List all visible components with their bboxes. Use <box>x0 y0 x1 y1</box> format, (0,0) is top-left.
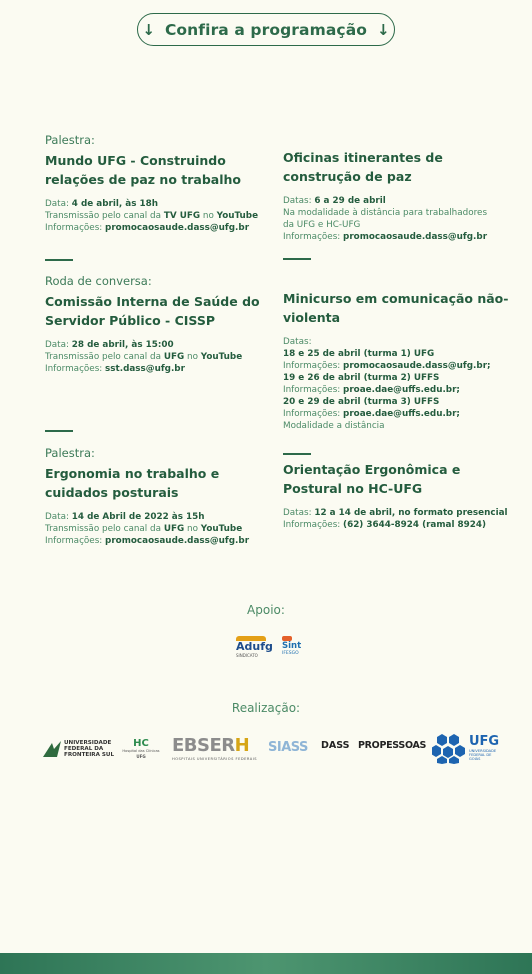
arrow-down-icon: ↓ <box>142 20 155 39</box>
sint-ifesgo-logo: Sint IFESGO <box>282 636 301 657</box>
info-label: Data: <box>45 512 72 522</box>
event-info <box>45 511 285 547</box>
info-line <box>45 210 285 222</box>
event-info <box>45 339 285 375</box>
email-link[interactable]: promocaosaude.dass@ufg.br <box>105 223 250 233</box>
info-value: 19 e 26 de abril (turma 2) UFFS <box>283 373 440 383</box>
info-label: Data: <box>45 199 72 209</box>
divider <box>283 453 311 455</box>
programacao-pill[interactable] <box>137 13 395 46</box>
info-label: Datas: <box>283 508 315 518</box>
info-value: YouTube <box>200 352 243 362</box>
info-label: Informações: <box>283 409 344 419</box>
dass-logo: DASS <box>321 740 350 751</box>
info-value: UFG <box>163 524 185 534</box>
email-link[interactable]: proae.dae@uffs.edu.br; <box>343 385 460 395</box>
info-label: Data: <box>45 340 72 350</box>
arrow-down-icon: ↓ <box>377 20 390 39</box>
info-line <box>283 519 523 531</box>
event-title: Ergonomia no trabalho e cuidados posturais <box>45 466 220 500</box>
info-value: YouTube <box>200 524 243 534</box>
info-line <box>45 535 285 547</box>
info-value: 20 e 29 de abril (turma 3) UFFS <box>283 397 440 407</box>
event-mundo-ufg <box>45 133 285 234</box>
email-link[interactable]: proae.dae@uffs.edu.br; <box>343 409 460 419</box>
footer-bar <box>0 953 532 974</box>
info-label: da UFG e HC-UFG <box>283 220 361 230</box>
info-value: 18 e 25 de abril (turma 1) UFG <box>283 349 435 359</box>
event-oficinas <box>283 148 523 243</box>
info-line <box>283 396 523 408</box>
event-title: Comissão Interna de Saúde do Servidor Público - CISSP <box>45 294 260 328</box>
event-minicurso <box>283 289 523 432</box>
info-label: no <box>184 524 201 534</box>
info-line <box>283 408 523 420</box>
info-label: no <box>200 211 217 221</box>
event-ergonomia <box>45 446 285 547</box>
info-label: Informações: <box>283 361 344 371</box>
info-line <box>45 523 285 535</box>
info-line <box>283 360 523 372</box>
info-value: (62) 3644-8924 (ramal 8924) <box>343 520 487 530</box>
info-line <box>283 372 523 384</box>
event-cissp <box>45 274 285 375</box>
programacao-title: Confira a programação <box>164 20 368 39</box>
info-label: Transmissão pelo canal da <box>45 211 164 221</box>
email-link[interactable]: promocaosaude.dass@ufg.br; <box>343 361 491 371</box>
info-line <box>283 336 523 348</box>
info-line <box>283 219 523 231</box>
email-link[interactable]: promocaosaude.dass@ufg.br <box>105 536 250 546</box>
info-line <box>283 207 523 219</box>
divider <box>45 259 73 261</box>
propessoas-logo: PROPESSOAS <box>358 740 427 751</box>
realizacao-label: Realização: <box>231 701 301 715</box>
info-value: 12 a 14 de abril, no formato presencial <box>314 508 508 518</box>
event-orientacao <box>283 460 523 531</box>
info-value: 4 de abril, às 18h <box>71 199 159 209</box>
info-line <box>283 420 523 432</box>
event-title: Oficinas itinerantes de construção de paz <box>283 150 443 184</box>
info-line <box>45 351 285 363</box>
ebserh-logo: EBSERH HOSPITAIS UNIVERSITÁRIOS FEDERAIS <box>172 735 258 761</box>
event-info <box>283 507 523 531</box>
info-line <box>45 363 285 375</box>
event-title: Mundo UFG - Construindo relações de paz no trabalho <box>45 153 241 187</box>
event-type: Palestra: <box>45 133 95 147</box>
info-value: TV UFG <box>163 211 201 221</box>
info-label: Informações: <box>283 232 344 242</box>
info-label: Informações: <box>45 536 106 546</box>
info-label: Informações: <box>45 364 106 374</box>
info-line <box>45 198 285 210</box>
info-value: UFG <box>163 352 185 362</box>
event-info <box>283 195 523 243</box>
info-line <box>45 511 285 523</box>
info-line <box>283 231 523 243</box>
info-line <box>283 195 523 207</box>
info-label: Modalidade a distância <box>283 421 385 431</box>
event-title: Minicurso em comunicação não-violenta <box>283 291 509 325</box>
uffs-leaf-icon <box>42 739 62 759</box>
info-label: Informações: <box>283 520 344 530</box>
event-title: Orientação Ergonômica e Postural no HC-UFG <box>283 462 461 496</box>
event-info <box>283 336 523 432</box>
info-label: Na modalidade à distância para trabalhadores <box>283 208 488 218</box>
info-label: Datas: <box>283 337 312 347</box>
info-line <box>283 384 523 396</box>
divider <box>283 258 311 260</box>
info-label: Transmissão pelo canal da <box>45 352 164 362</box>
info-value: 14 de Abril de 2022 às 15h <box>71 512 205 522</box>
divider <box>45 430 73 432</box>
info-value: YouTube <box>216 211 259 221</box>
info-label: Informações: <box>283 385 344 395</box>
ufg-hexagons-icon <box>432 732 466 764</box>
info-value: 28 de abril, às 15:00 <box>71 340 174 350</box>
apoio-label: Apoio: <box>247 603 285 617</box>
info-label: Transmissão pelo canal da <box>45 524 164 534</box>
ufg-logo: UFG UNIVERSIDADE FEDERAL DE GOIÁS <box>432 732 501 764</box>
hc-ufg-logo: HC Hospital das Clínicas UFG <box>122 738 160 759</box>
info-label: no <box>184 352 201 362</box>
info-value: 6 a 29 de abril <box>314 196 386 206</box>
siass-logo: SIASS <box>268 740 308 755</box>
info-line <box>45 222 285 234</box>
info-line <box>45 339 285 351</box>
info-line <box>283 507 523 519</box>
info-label: Informações: <box>45 223 106 233</box>
uffs-logo: UNIVERSIDADE FEDERAL DA FRONTEIRA SUL <box>42 739 114 759</box>
email-link[interactable]: sst.dass@ufg.br <box>105 364 185 374</box>
email-link[interactable]: promocaosaude.dass@ufg.br <box>343 232 488 242</box>
adufg-logo: Adufg SINDICATO <box>236 636 273 659</box>
event-info <box>45 198 285 234</box>
info-line <box>283 348 523 360</box>
event-type: Palestra: <box>45 446 95 460</box>
event-type: Roda de conversa: <box>45 274 152 288</box>
info-label: Datas: <box>283 196 315 206</box>
